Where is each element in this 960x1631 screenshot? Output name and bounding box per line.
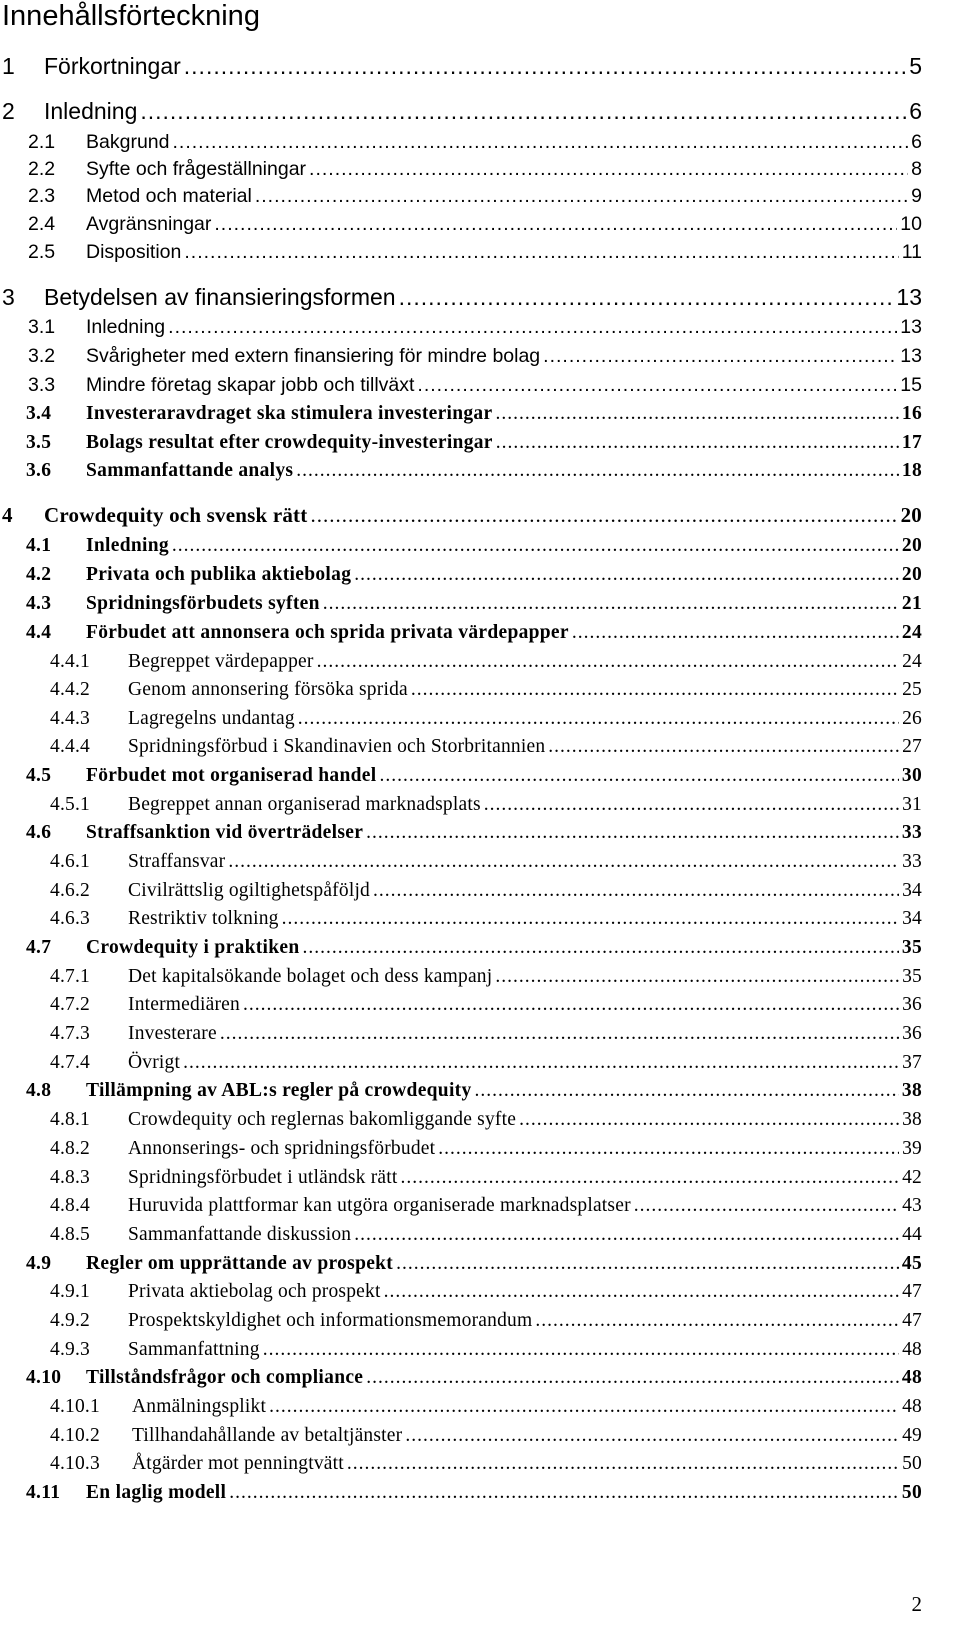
- entry-number: 4.8: [26, 1080, 52, 1101]
- toc-entry-4-4-3[interactable]: [0, 708, 922, 730]
- entry-page: 47: [902, 1310, 922, 1331]
- entry-number: 4.8.5: [50, 1224, 90, 1245]
- toc-entry-4-10-2[interactable]: [0, 1425, 922, 1447]
- entry-page: 20: [900, 503, 922, 527]
- dot-leader: [263, 1339, 899, 1361]
- entry-page: 27: [902, 736, 922, 757]
- dot-leader: [548, 736, 899, 758]
- entry-title: Förkortningar: [44, 53, 181, 79]
- dot-leader: [214, 213, 897, 236]
- entry-page: 48: [902, 1339, 922, 1360]
- dot-leader: [229, 1482, 899, 1504]
- entry-number: 4.10: [26, 1367, 62, 1388]
- dot-leader: [183, 1052, 899, 1074]
- toc-entry-3-5[interactable]: [0, 432, 922, 454]
- entry-number: 4.7: [26, 937, 52, 958]
- toc-entry-4-11[interactable]: [0, 1482, 922, 1504]
- entry-page: 17: [901, 432, 922, 453]
- entry-page: 25: [902, 679, 922, 700]
- entry-page: 47: [902, 1281, 922, 1302]
- entry-title: Privata aktiebolag och prospekt: [128, 1281, 381, 1302]
- dot-leader: [519, 1109, 899, 1131]
- entry-title: Spridningsförbudet i utländsk rätt: [128, 1167, 398, 1188]
- entry-page: 16: [901, 403, 922, 424]
- dot-leader: [282, 908, 900, 930]
- entry-number: 4: [2, 503, 13, 527]
- entry-page: 20: [901, 564, 922, 585]
- dot-leader: [405, 1425, 899, 1447]
- toc-title: Innehållsförteckning: [2, 0, 260, 32]
- dot-leader: [168, 316, 897, 339]
- toc-entry-4-6-1[interactable]: [0, 851, 922, 873]
- toc-entry-4-6[interactable]: [0, 822, 922, 844]
- entry-number: 4.6.2: [50, 880, 90, 901]
- toc-entry-4-6-3[interactable]: [0, 908, 922, 930]
- entry-title: Privata och publika aktiebolag: [86, 564, 352, 585]
- toc-entry-1[interactable]: [0, 53, 922, 80]
- toc-entry-2-1[interactable]: [0, 131, 922, 154]
- entry-title: Investerare: [128, 1023, 217, 1044]
- entry-page: 18: [901, 460, 922, 481]
- toc-entry-4-9-1[interactable]: [0, 1281, 922, 1303]
- entry-number: 4.10.3: [50, 1453, 100, 1474]
- toc-entry-4-8[interactable]: [0, 1080, 922, 1102]
- entry-title: Tillhandahållande av betaltjänster: [132, 1425, 403, 1446]
- entry-number: 4.7.2: [50, 994, 90, 1015]
- toc-entry-4-8-5[interactable]: [0, 1224, 922, 1246]
- entry-page: 31: [902, 794, 922, 815]
- entry-title: Tillståndsfrågor och compliance: [86, 1367, 364, 1388]
- toc-entry-3-2[interactable]: [0, 345, 922, 368]
- entry-page: 44: [902, 1224, 922, 1245]
- toc-entry-4-4-1[interactable]: [0, 651, 922, 673]
- entry-title: Betydelsen av finansieringsformen: [44, 284, 396, 310]
- entry-page: 13: [900, 345, 922, 367]
- dot-leader: [298, 708, 899, 730]
- dot-leader: [184, 53, 906, 80]
- entry-title: Straffsanktion vid överträdelser: [86, 822, 364, 843]
- entry-page: 43: [902, 1195, 922, 1216]
- entry-page: 21: [901, 593, 922, 614]
- entry-page: 35: [902, 966, 922, 987]
- entry-page: 24: [902, 651, 922, 672]
- toc-entry-2-5[interactable]: [0, 241, 922, 264]
- entry-number: 3.6: [26, 460, 52, 481]
- toc-entry-3-4[interactable]: [0, 403, 922, 425]
- dot-leader: [373, 880, 899, 902]
- entry-page: 33: [902, 851, 922, 872]
- entry-page: 10: [900, 213, 922, 235]
- toc-entry-2-2[interactable]: [0, 158, 922, 181]
- entry-title: Inledning: [44, 98, 138, 124]
- toc-entry-4-5-1[interactable]: [0, 794, 922, 816]
- entry-title: Tillämpning av ABL:s regler på crowdequity: [86, 1080, 472, 1101]
- dot-leader: [438, 1138, 899, 1160]
- toc-entry-4-9-2[interactable]: [0, 1310, 922, 1332]
- dot-leader: [495, 403, 898, 425]
- entry-page: 38: [901, 1080, 922, 1101]
- dot-leader: [228, 851, 899, 873]
- entry-title: Huruvida plattformar kan utgöra organiserade marknadsplatser: [128, 1195, 631, 1216]
- entry-title: Det kapitalsökande bolaget och dess kampanj: [128, 966, 493, 987]
- entry-page: 30: [901, 765, 922, 786]
- toc-entry-4-7-2[interactable]: [0, 994, 922, 1016]
- entry-number: 4.8.1: [50, 1109, 90, 1130]
- entry-number: 4.8.2: [50, 1138, 90, 1159]
- entry-page: 24: [901, 622, 922, 643]
- entry-page: 13: [896, 284, 922, 310]
- entry-number: 2: [2, 98, 15, 124]
- entry-number: 2.5: [28, 241, 56, 263]
- entry-number: 4.6.1: [50, 851, 90, 872]
- toc-entry-4-9[interactable]: [0, 1253, 922, 1275]
- entry-page: 37: [902, 1052, 922, 1073]
- dot-leader: [417, 374, 897, 397]
- entry-title: Crowdequity i praktiken: [86, 937, 300, 958]
- toc-entry-4-2[interactable]: [0, 564, 922, 586]
- dot-leader: [484, 794, 899, 816]
- toc-entry-3-1[interactable]: [0, 316, 922, 339]
- dot-leader: [399, 284, 894, 311]
- entry-title: Spridningsförbudets syften: [86, 593, 320, 614]
- dot-leader: [347, 1453, 899, 1475]
- entry-page: 6: [909, 98, 922, 124]
- entry-number: 3: [2, 284, 15, 310]
- dot-leader: [317, 651, 900, 673]
- entry-page: 20: [901, 535, 922, 556]
- entry-title: Begreppet värdepapper: [128, 651, 314, 672]
- entry-title: Övrigt: [128, 1052, 181, 1073]
- dot-leader: [172, 131, 908, 154]
- toc-entry-4-7-4[interactable]: [0, 1052, 922, 1074]
- entry-title: Intermediären: [128, 994, 240, 1015]
- entry-page: 26: [902, 708, 922, 729]
- toc-entry-4-5[interactable]: [0, 765, 922, 787]
- toc-entry-4-10-3[interactable]: [0, 1453, 922, 1475]
- toc-entry-4-8-4[interactable]: [0, 1195, 922, 1217]
- toc-entry-4-8-2[interactable]: [0, 1138, 922, 1160]
- entry-number: 4.4.2: [50, 679, 90, 700]
- page-number: 2: [911, 1592, 922, 1616]
- entry-title: Straffansvar: [128, 851, 226, 872]
- toc-entry-4-10[interactable]: [0, 1367, 922, 1389]
- entry-title: Anmälningsplikt: [132, 1396, 267, 1417]
- entry-title: Civilrättslig ogiltighetspåföljd: [128, 880, 371, 901]
- entry-title: Avgränsningar: [86, 213, 212, 235]
- dot-leader: [634, 1195, 899, 1217]
- entry-title: Metod och material: [86, 185, 252, 207]
- entry-number: 4.4.4: [50, 736, 90, 757]
- entry-title: Sammanfattande diskussion: [128, 1224, 352, 1245]
- entry-number: 4.9.1: [50, 1281, 90, 1302]
- entry-page: 34: [902, 908, 922, 929]
- toc-entry-4-4[interactable]: [0, 622, 922, 644]
- entry-title: Förbudet att annonsera och sprida privata värdepapper: [86, 622, 569, 643]
- entry-number: 4.7.3: [50, 1023, 90, 1044]
- dot-leader: [303, 937, 899, 959]
- dot-leader: [535, 1310, 899, 1332]
- entry-page: 5: [909, 53, 922, 79]
- toc-entry-4-4-2[interactable]: [0, 679, 922, 701]
- entry-title: Inledning: [86, 316, 166, 338]
- dot-leader: [220, 1023, 899, 1045]
- toc-entry-3-3[interactable]: [0, 374, 922, 397]
- toc-entry-4-1[interactable]: [0, 535, 922, 557]
- dot-leader: [309, 158, 908, 181]
- entry-number: 4.10.1: [50, 1396, 100, 1417]
- dot-leader: [140, 98, 906, 125]
- entry-title: Bakgrund: [86, 131, 170, 153]
- entry-title: Investeraravdraget ska stimulera investeringar: [86, 403, 493, 424]
- entry-page: 45: [901, 1253, 922, 1274]
- toc-entry-4[interactable]: [0, 503, 922, 528]
- dot-leader: [396, 1253, 899, 1275]
- entry-number: 4.9.2: [50, 1310, 90, 1331]
- entry-title: Sammanfattning: [128, 1339, 260, 1360]
- toc-entry-4-4-4[interactable]: [0, 736, 922, 758]
- entry-title: Svårigheter med extern finansiering för mindre bolag: [86, 345, 541, 367]
- dot-leader: [384, 1281, 900, 1303]
- dot-leader: [172, 535, 899, 557]
- entry-number: 4.2: [26, 564, 52, 585]
- dot-leader: [310, 503, 897, 528]
- entry-number: 4.6: [26, 822, 52, 843]
- entry-title: Annonserings- och spridningsförbudet: [128, 1138, 436, 1159]
- entry-number: 2.1: [28, 131, 56, 153]
- entry-number: 4.7.4: [50, 1052, 90, 1073]
- toc-entry-2-3[interactable]: [0, 185, 922, 208]
- entry-number: 4.8.3: [50, 1167, 90, 1188]
- entry-title: Mindre företag skapar jobb och tillväxt: [86, 374, 415, 396]
- entry-page: 8: [911, 158, 922, 180]
- dot-leader: [366, 822, 899, 844]
- dot-leader: [269, 1396, 899, 1418]
- entry-title: Åtgärder mot penningtvätt: [132, 1453, 344, 1474]
- entry-number: 4.11: [26, 1482, 61, 1503]
- entry-page: 33: [901, 822, 922, 843]
- toc-entry-4-9-3[interactable]: [0, 1339, 922, 1361]
- toc-entry-4-7-1[interactable]: [0, 966, 922, 988]
- entry-title: Crowdequity och svensk rätt: [44, 503, 308, 527]
- entry-number: 4.5: [26, 765, 52, 786]
- entry-title: Regler om upprättande av prospekt: [86, 1253, 394, 1274]
- entry-number: 4.1: [26, 535, 52, 556]
- toc-entry-4-7[interactable]: [0, 937, 922, 959]
- entry-number: 3.5: [26, 432, 52, 453]
- entry-number: 4.10.2: [50, 1425, 100, 1446]
- entry-number: 4.4.3: [50, 708, 90, 729]
- toc-entry-3[interactable]: [0, 284, 922, 311]
- entry-number: 4.3: [26, 593, 52, 614]
- dot-leader: [354, 1224, 899, 1246]
- entry-page: 50: [902, 1453, 922, 1474]
- entry-page: 48: [902, 1396, 922, 1417]
- entry-number: 4.9: [26, 1253, 52, 1274]
- dot-leader: [255, 185, 908, 208]
- entry-page: 9: [911, 185, 922, 207]
- entry-number: 4.7.1: [50, 966, 90, 987]
- dot-leader: [243, 994, 899, 1016]
- entry-page: 36: [902, 994, 922, 1015]
- entry-title: Prospektskyldighet och informationsmemorandum: [128, 1310, 533, 1331]
- dot-leader: [354, 564, 899, 586]
- entry-title: Inledning: [86, 535, 169, 556]
- toc-entry-4-7-3[interactable]: [0, 1023, 922, 1045]
- entry-page: 11: [901, 241, 922, 263]
- entry-number: 4.4: [26, 622, 52, 643]
- entry-number: 2.3: [28, 185, 56, 207]
- entry-number: 4.5.1: [50, 794, 90, 815]
- dot-leader: [366, 1367, 899, 1389]
- entry-number: 3.2: [28, 345, 56, 367]
- dot-leader: [400, 1167, 899, 1189]
- entry-title: Restriktiv tolkning: [128, 908, 279, 929]
- entry-number: 2.4: [28, 213, 56, 235]
- entry-page: 50: [901, 1482, 922, 1503]
- entry-page: 15: [900, 374, 922, 396]
- dot-leader: [475, 1080, 899, 1102]
- entry-number: 2.2: [28, 158, 56, 180]
- entry-title: Disposition: [86, 241, 182, 263]
- dot-leader: [323, 593, 899, 615]
- entry-page: 36: [902, 1023, 922, 1044]
- entry-number: 3.1: [28, 316, 56, 338]
- entry-number: 4.8.4: [50, 1195, 90, 1216]
- entry-title: Sammanfattande analys: [86, 460, 294, 481]
- toc-entry-4-6-2[interactable]: [0, 880, 922, 902]
- entry-page: 48: [901, 1367, 922, 1388]
- entry-page: 39: [902, 1138, 922, 1159]
- entry-page: 49: [902, 1425, 922, 1446]
- toc-entry-4-8-1[interactable]: [0, 1109, 922, 1131]
- entry-page: 35: [901, 937, 922, 958]
- entry-title: Förbudet mot organiserad handel: [86, 765, 377, 786]
- entry-title: Genom annonsering försöka sprida: [128, 679, 408, 700]
- entry-number: 1: [2, 53, 15, 79]
- toc-entry-3-6[interactable]: [0, 460, 922, 482]
- entry-page: 34: [902, 880, 922, 901]
- entry-title: En laglig modell: [86, 1482, 227, 1503]
- dot-leader: [543, 345, 897, 368]
- entry-title: Bolags resultat efter crowdequity-investeringar: [86, 432, 493, 453]
- toc-entry-2-4[interactable]: [0, 213, 922, 236]
- entry-page: 38: [902, 1109, 922, 1130]
- entry-title: Spridningsförbud i Skandinavien och Storbritannien: [128, 736, 546, 757]
- entry-title: Begreppet annan organiserad marknadsplats: [128, 794, 481, 815]
- dot-leader: [379, 765, 898, 787]
- dot-leader: [411, 679, 899, 701]
- dot-leader: [184, 241, 898, 264]
- entry-number: 4.6.3: [50, 908, 90, 929]
- entry-title: Lagregelns undantag: [128, 708, 295, 729]
- entry-title: Syfte och frågeställningar: [86, 158, 307, 180]
- entry-title: Crowdequity och reglernas bakomliggande syfte: [128, 1109, 517, 1130]
- entry-page: 6: [911, 131, 922, 153]
- dot-leader: [495, 966, 899, 988]
- dot-leader: [496, 432, 899, 454]
- toc-entry-2[interactable]: [0, 98, 922, 125]
- toc-entry-4-10-1[interactable]: [0, 1396, 922, 1418]
- dot-leader: [572, 622, 899, 644]
- entry-page: 13: [900, 316, 922, 338]
- toc-entry-4-8-3[interactable]: [0, 1167, 922, 1189]
- entry-number: 3.4: [26, 403, 52, 424]
- entry-number: 3.3: [28, 374, 56, 396]
- dot-leader: [296, 460, 899, 482]
- entry-number: 4.9.3: [50, 1339, 90, 1360]
- toc-entry-4-3[interactable]: [0, 593, 922, 615]
- entry-number: 4.4.1: [50, 651, 90, 672]
- entry-page: 42: [902, 1167, 922, 1188]
